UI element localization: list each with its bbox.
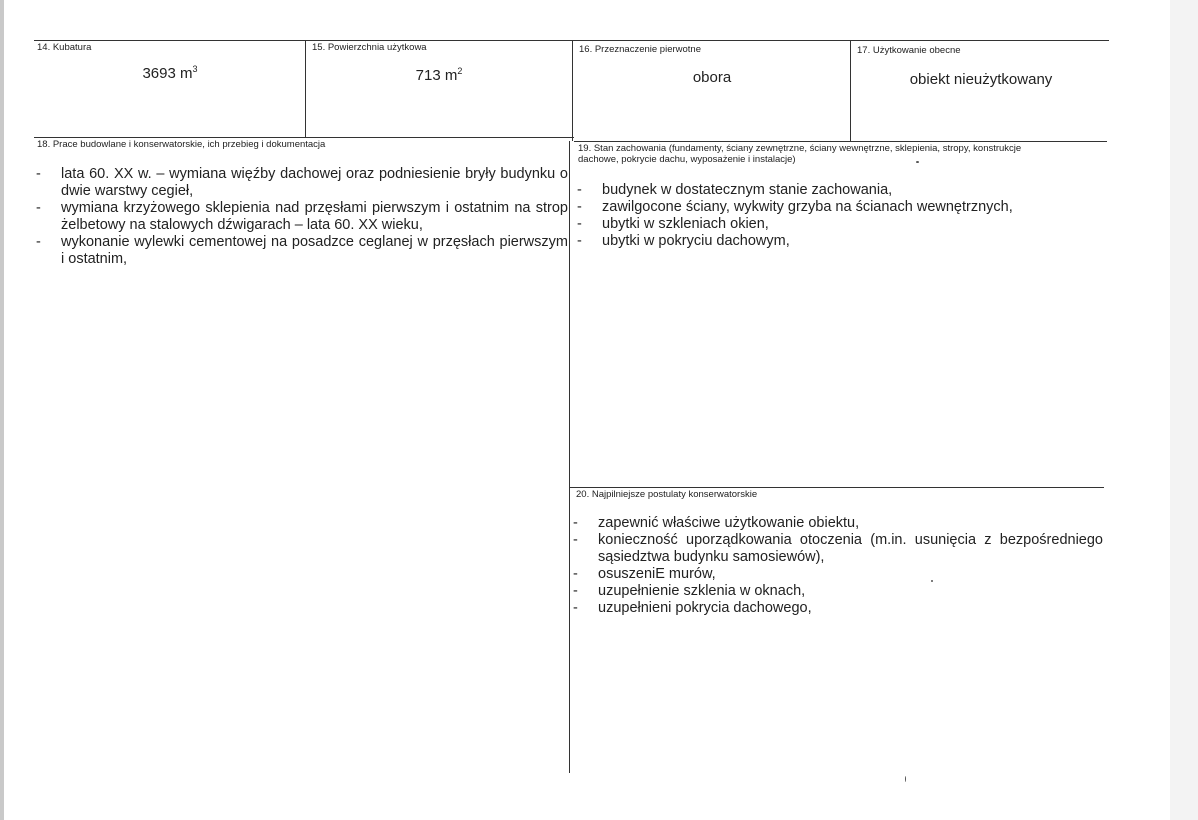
rule-row2-right <box>574 141 1107 142</box>
rule-f20 <box>569 487 1104 488</box>
field-20-label: 20. Najpilniejsze postulaty konserwatorskie <box>576 489 758 500</box>
rule-v3 <box>850 40 851 141</box>
list-item: - zapewnić właściwe użytkowanie obiektu, <box>573 515 1103 532</box>
field-20-list <box>573 515 1103 617</box>
field-17-label: 17. Użytkowanie obecne <box>857 45 961 56</box>
field-18-label: 18. Prace budowlane i konserwatorskie, ich przebieg i dokumentacja <box>37 139 326 150</box>
list-item: - zawilgocone ściany, wykwity grzyba na ścianach wewnętrznych, <box>577 199 1097 216</box>
list-item: - ubytki w pokryciu dachowym, <box>577 233 1097 250</box>
scan-edge <box>0 0 4 820</box>
field-15-label: 15. Powierzchnia użytkowa <box>312 42 427 53</box>
scan-speck <box>916 161 919 163</box>
list-item: - wykonanie wylewki cementowej na posadzce ceglanej w przęsłach pierwszym i ostatnim, <box>36 234 568 268</box>
list-item: - uzupełnieni pokrycia dachowego, <box>573 600 1103 617</box>
field-16-label: 16. Przeznaczenie pierwotne <box>579 44 701 55</box>
field-19-label: 19. Stan zachowania (fundamenty, ściany zewnętrzne, ściany wewnętrzne, sklepienia, stropy, konstrukcje dachowe, pokrycie dachu, wyposażenie i instalacje) <box>578 143 1022 165</box>
field-19-list <box>577 182 1097 250</box>
list-item: - konieczność uporządkowania otoczenia (m.in. usunięcia z bezpośredniego sąsiedztwa budynku samosiewów), <box>573 532 1103 566</box>
list-item: - osuszeniE murów, <box>573 566 1103 583</box>
field-17-value: obiekt nieużytkowany <box>909 71 1053 88</box>
field-16-value: obora <box>692 69 732 86</box>
list-item: - uzupełnienie szklenia w oknach, <box>573 583 1103 600</box>
field-15-value <box>306 66 572 84</box>
list-item: - lata 60. XX w. – wymiana więźby dachowej oraz podniesienie bryły budynku o dwie warstwy cegieł, <box>36 166 568 200</box>
scan-speck <box>931 580 933 582</box>
scan-speck <box>905 776 906 782</box>
field-14-label: 14. Kubatura <box>37 42 92 53</box>
list-item: - wymiana krzyżowego sklepienia nad przęsłami pierwszym i ostatnim na strop żelbetowy na stalowych dźwigarach – lata 60. XX wieku, <box>36 200 568 234</box>
rule-v1 <box>305 40 306 137</box>
field-14-number: 3693 m <box>142 65 193 82</box>
list-item: - ubytki w szkleniach okien, <box>577 216 1097 233</box>
field-15-number: 713 m <box>415 67 458 84</box>
rule-v2 <box>572 40 573 141</box>
list-item: - budynek w dostatecznym stanie zachowania, <box>577 182 1097 199</box>
field-14-unit-exponent: 3 <box>192 64 198 74</box>
rule-row2-left <box>34 137 574 138</box>
field-18-list <box>36 166 568 268</box>
field-15-unit-exponent: 2 <box>457 66 463 76</box>
field-14-value <box>36 64 304 82</box>
rule-v-main <box>569 141 570 773</box>
